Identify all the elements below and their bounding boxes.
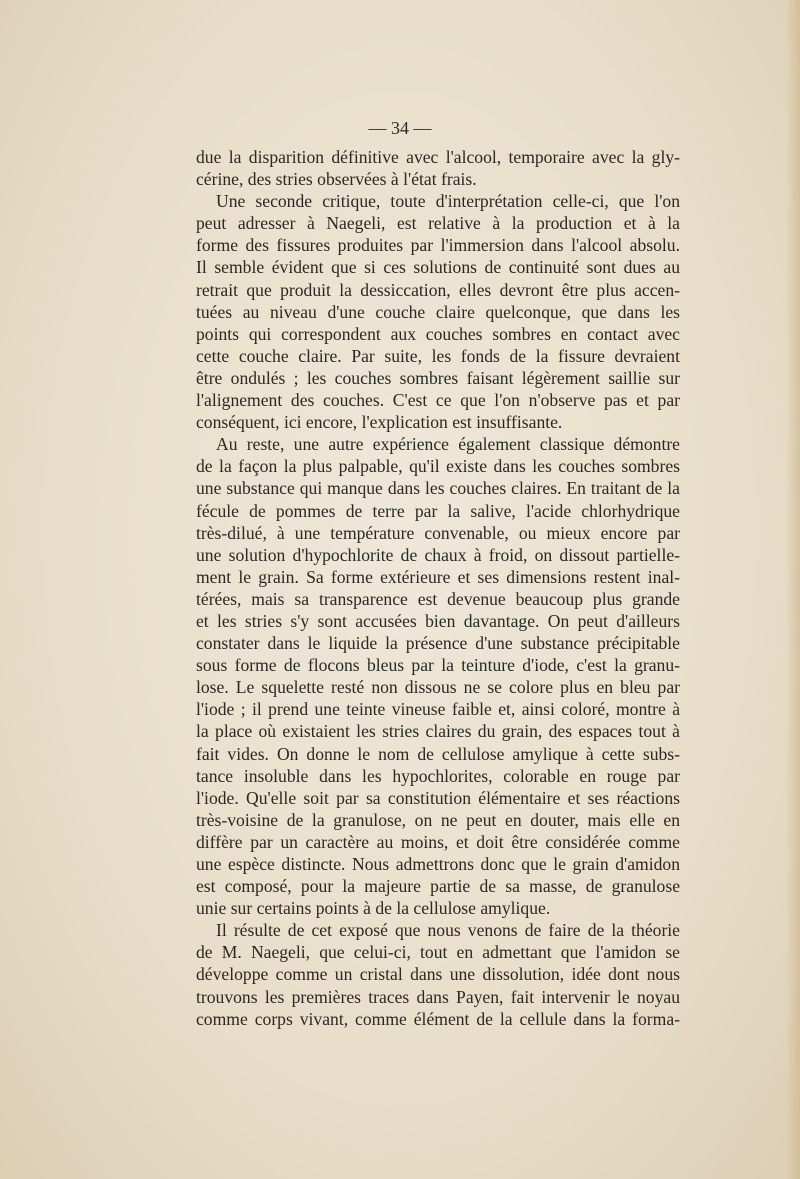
text-line: développe comme un cristal dans une dissolution, idée dont nous	[196, 964, 680, 985]
text-line: tuées au niveau d'une couche claire quelconque, que dans les	[196, 301, 680, 322]
text-line: Il résulte de cet exposé que nous venons de faire de la théorie	[216, 920, 680, 941]
text-line: cette couche claire. Par suite, les fonds de la fissure devraient	[196, 345, 680, 366]
page-edge-shadow	[786, 0, 800, 1179]
text-line: unie sur certains points à de la cellulose amylique.	[196, 898, 551, 919]
text-line: Au reste, une autre expérience également classique démontre	[216, 434, 680, 455]
text-line: comme corps vivant, comme élément de la cellule dans la forma-	[196, 1008, 680, 1029]
page-number: — 34 —	[368, 118, 432, 138]
text-line: la place où existaient les stries claires du grain, des espaces tout à	[196, 721, 680, 742]
text-line: est composé, pour la majeure partie de sa masse, de granulose	[196, 876, 680, 897]
text-line: une solution d'hypochlorite de chaux à froid, on dissout partielle-	[196, 544, 680, 565]
text-line: et les stries s'y sont accusées bien davantage. On peut d'ailleurs	[196, 610, 680, 631]
body-text	[196, 146, 680, 1030]
text-line: trouvons les premières traces dans Payen, fait intervenir le noyau	[196, 986, 680, 1007]
text-line: très-dilué, à une température convenable, ou mieux encore par	[196, 522, 680, 543]
text-line: constater dans le liquide la présence d'une substance précipitable	[196, 633, 680, 654]
text-line: conséquent, ici encore, l'explication est insuffisante.	[196, 412, 563, 433]
text-line: une espèce distincte. Nous admettrons donc que le grain d'amidon	[196, 854, 680, 874]
text-line: forme des fissures produites par l'immersion dans l'alcool absolu.	[196, 235, 680, 256]
text-line: être ondulés ; les couches sombres faisant légèrement saillie sur	[196, 367, 680, 388]
text-line: points qui correspondent aux couches sombres en contact avec	[196, 323, 680, 344]
text-line: fait vides. On donne le nom de cellulose amylique à cette subs-	[196, 743, 680, 764]
text-line: très-voisine de la granulose, on ne peut en douter, mais elle en	[196, 809, 680, 830]
text-line: térées, mais sa transparence est devenue beaucoup plus grande	[196, 588, 680, 609]
text-line: fécule de pommes de terre par la salive, l'acide chlorhydrique	[196, 500, 680, 521]
text-line: Il semble évident que si ces solutions de continuité sont dues au	[196, 257, 680, 278]
text-line: peut adresser à Naegeli, est relative à la production et à la	[196, 213, 680, 234]
text-line: sous forme de flocons bleus par la teinture d'iode, c'est la granu-	[196, 655, 680, 676]
text-line: une substance qui manque dans les couches claires. En traitant de la	[196, 478, 680, 499]
text-line: de la façon la plus palpable, qu'il existe dans les couches sombres	[196, 456, 680, 477]
text-line: diffère par un caractère au moins, et doit être considérée comme	[196, 831, 680, 852]
text-line: lose. Le squelette resté non dissous ne se colore plus en bleu par	[196, 677, 680, 698]
text-line: ment le grain. Sa forme extérieure et ses dimensions restent inal-	[196, 566, 680, 587]
text-line: retrait que produit la dessiccation, elles devront être plus accen-	[196, 279, 680, 300]
text-line: l'iode ; il prend une teinte vineuse faible et, ainsi coloré, montre à	[196, 699, 680, 720]
text-line: tance insoluble dans les hypochlorites, colorable en rouge par	[196, 765, 680, 786]
text-line: l'alignement des couches. C'est ce que l'on n'observe pas et par	[196, 390, 680, 411]
text-line: l'iode. Qu'elle soit par sa constitution élémentaire et ses réactions	[196, 787, 680, 808]
text-line: cérine, des stries observées à l'état frais.	[196, 169, 477, 190]
text-line: de M. Naegeli, que celui-ci, tout en admettant que l'amidon se	[196, 942, 680, 963]
text-line: Une seconde critique, toute d'interprétation celle-ci, que l'on	[216, 191, 680, 212]
text-line: due la disparition définitive avec l'alcool, temporaire avec la gly-	[196, 147, 680, 167]
